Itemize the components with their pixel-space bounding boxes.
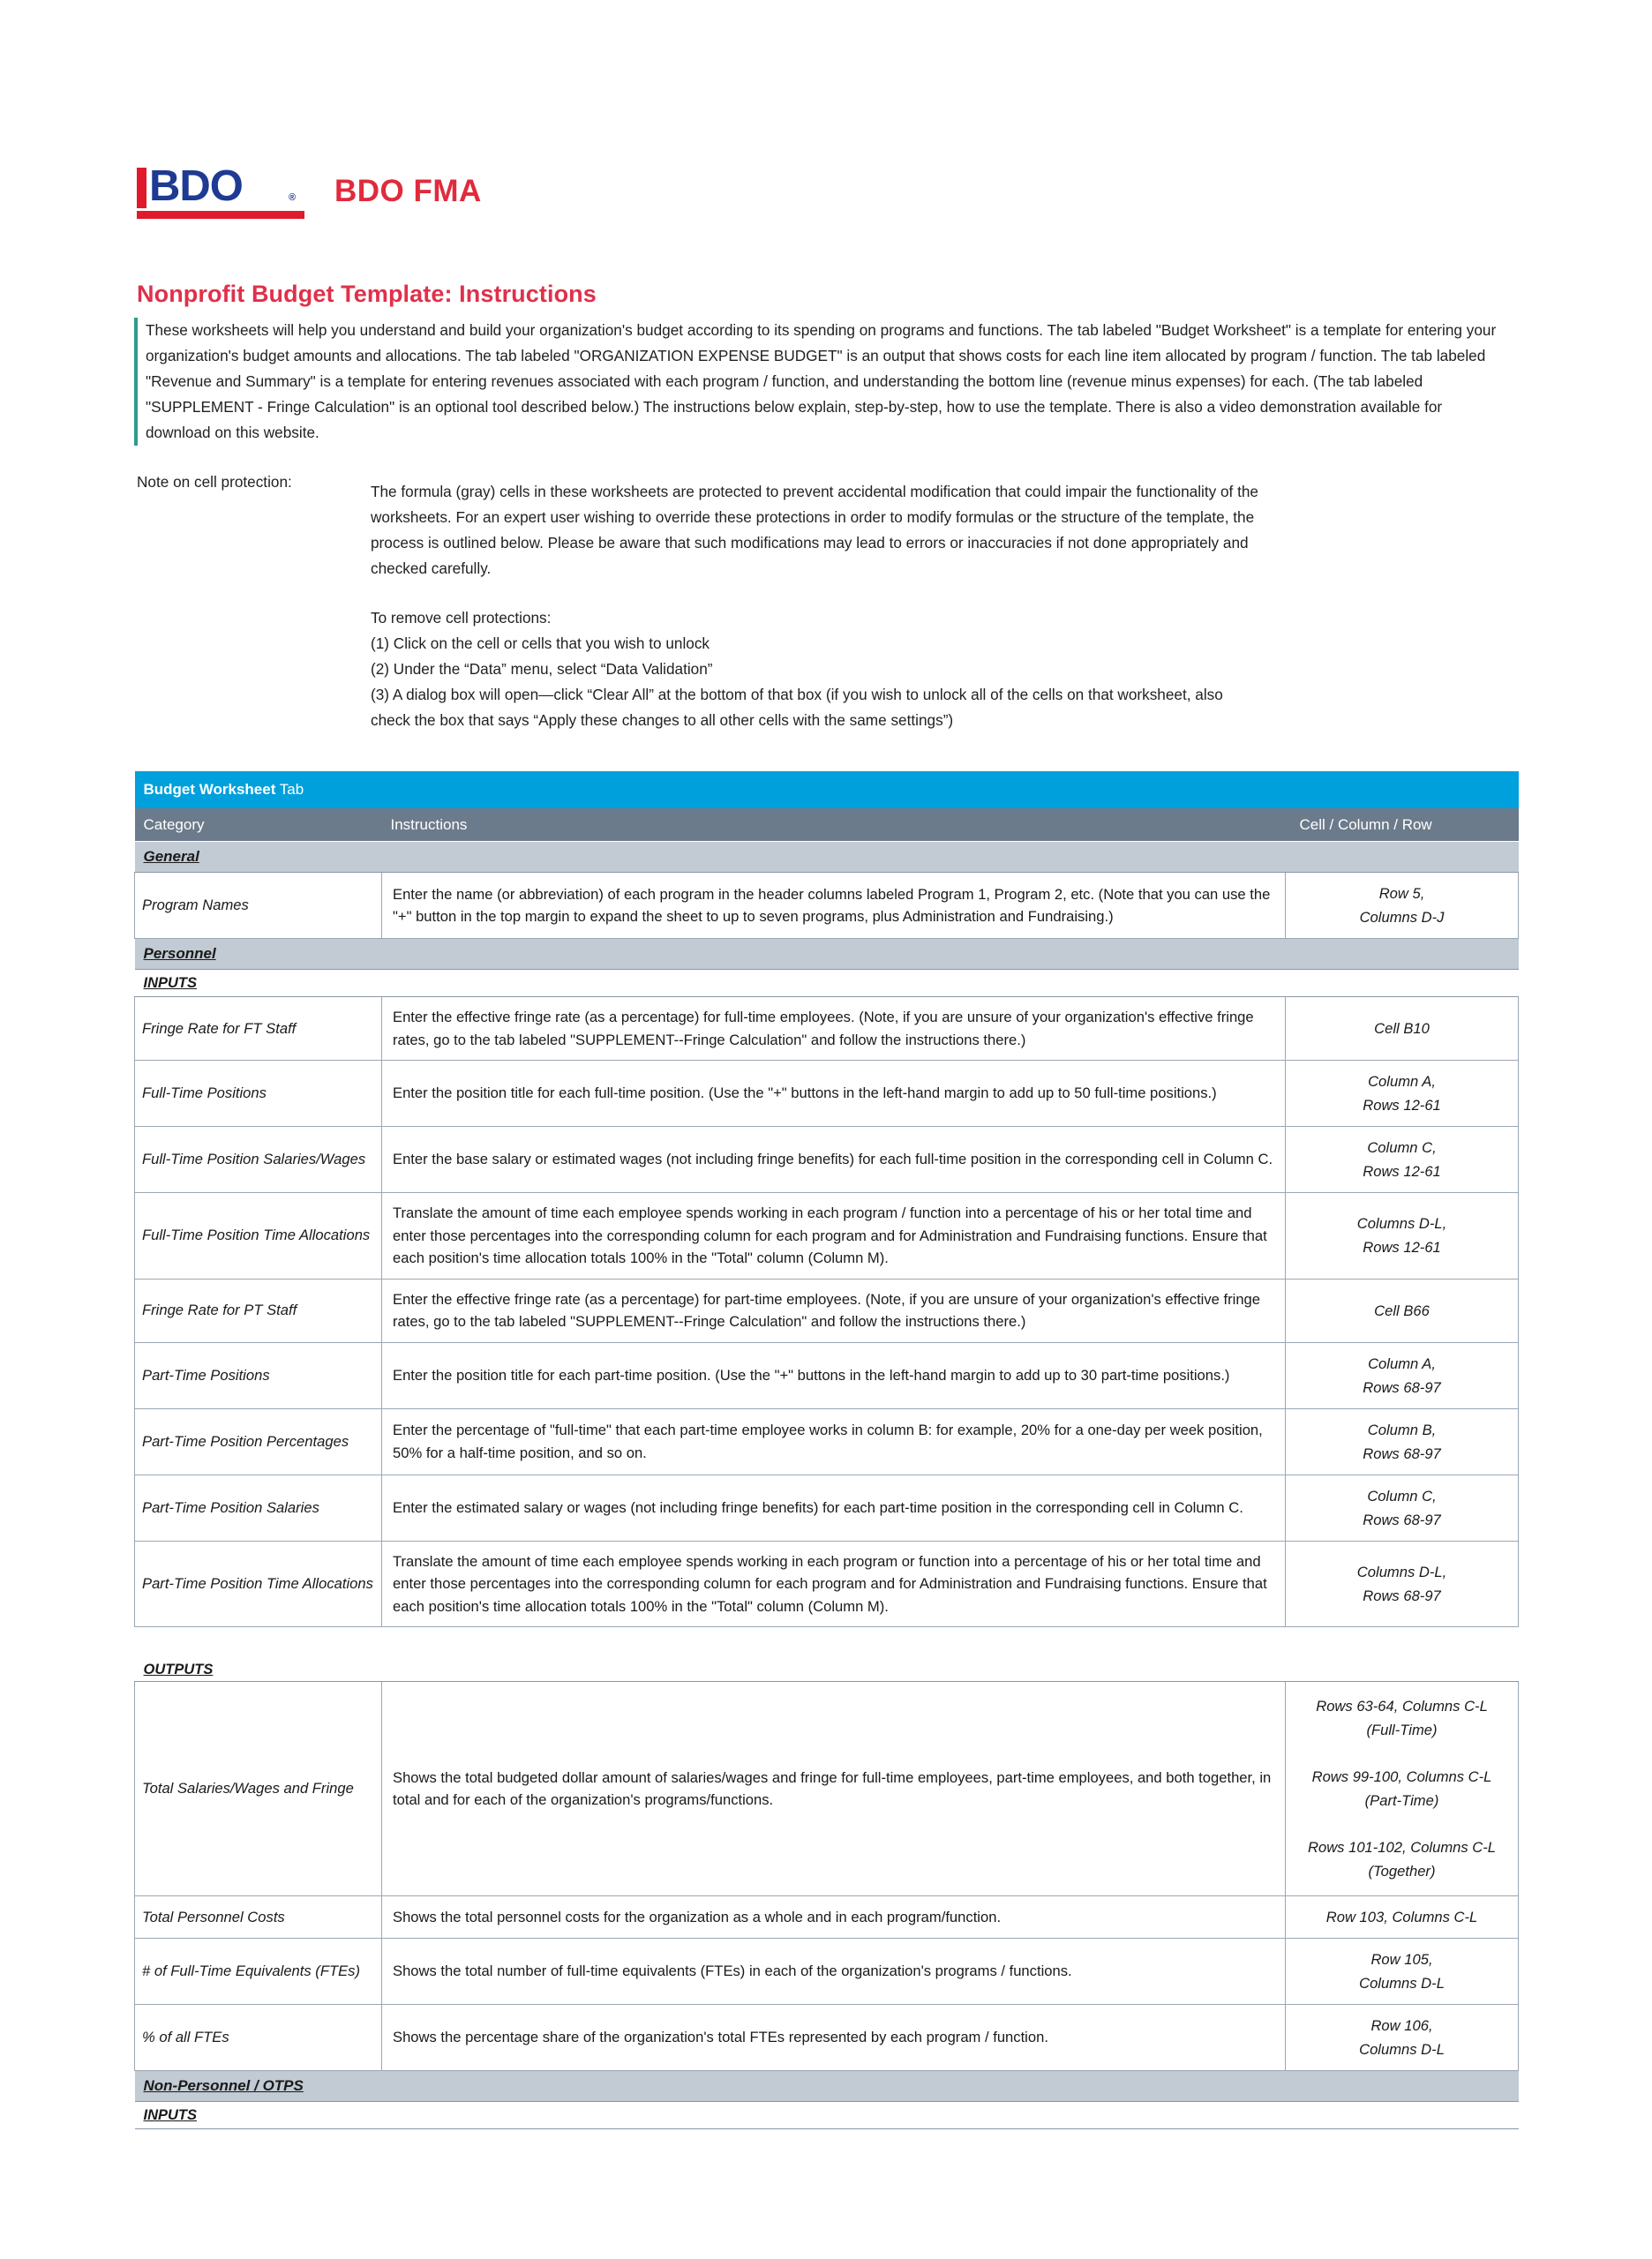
reference-line: Column A, <box>1368 1355 1436 1372</box>
section-personnel-label: Personnel <box>143 945 216 962</box>
row-reference <box>1286 1541 1519 1627</box>
reference-line: Row 105, <box>1370 1951 1433 1968</box>
reference-line: Column A, <box>1368 1073 1436 1090</box>
row-instructions: Shows the total personnel costs for the organization as a whole and in each program/function. <box>382 1896 1286 1939</box>
table-row <box>135 1193 1519 1280</box>
note-step-3: (3) A dialog box will open—click “Clear All” at the bottom of that box (if you wish to unlock all of the cells on that worksheet, also check the box that says “Apply these changes to all other cells with the same settings”) <box>371 686 1223 729</box>
reference-line: Columns D-L <box>1359 1975 1445 1992</box>
bdo-logo <box>137 162 304 221</box>
section-general-label: General <box>143 848 199 865</box>
row-reference <box>1286 997 1519 1061</box>
column-header-reference: Cell / Column / Row <box>1286 808 1519 842</box>
row-reference <box>1286 1682 1519 1896</box>
reference-line: Columns D-J <box>1359 909 1445 926</box>
row-instructions: Enter the estimated salary or wages (not including fringe benefits) for each part-time position in the corresponding cell in Column C. <box>382 1475 1286 1541</box>
note-steps-heading: To remove cell protections: <box>371 609 552 627</box>
row-category: Part-Time Position Salaries <box>135 1475 382 1541</box>
row-instructions: Enter the percentage of "full-time" that each part-time employee works in column B: for example, 20% for a one-day per week position, 50% for a half-time position, and so on. <box>382 1408 1286 1475</box>
row-instructions: Enter the position title for each full-time position. (Use the "+" buttons in the left-hand margin to add up to 50 full-time positions.) <box>382 1061 1286 1127</box>
table-row <box>135 1541 1519 1627</box>
row-reference <box>1286 1061 1519 1127</box>
subsection-outputs-label: OUTPUTS <box>143 1662 214 1677</box>
table-row <box>135 2005 1519 2071</box>
subsection-inputs-label: INPUTS <box>143 974 198 991</box>
section-general <box>135 842 1519 873</box>
table-row <box>135 1061 1519 1127</box>
logo-registered-mark: ® <box>289 192 297 203</box>
logo-red-vertical-bar <box>137 168 146 208</box>
row-category: Full-Time Position Time Allocations <box>135 1193 382 1280</box>
section-personnel <box>135 939 1519 970</box>
subsection-inputs-2 <box>135 2102 1519 2129</box>
row-reference <box>1286 1127 1519 1193</box>
row-instructions: Translate the amount of time each employee spends working in each program / function into a percentage of his or her total time and enter those percentages into the corresponding column for each program and for Administration and Fundraising functions. Ensure that each position's time allocation totals 100% in the "Total" column (Column M). <box>382 1193 1286 1280</box>
row-category: Part-Time Position Percentages <box>135 1408 382 1475</box>
table-row <box>135 1896 1519 1939</box>
row-instructions: Shows the total number of full-time equivalents (FTEs) in each of the organization's programs / functions. <box>382 1939 1286 2005</box>
reference-line: Rows 68-97 <box>1363 1445 1441 1462</box>
reference-line: Rows 101-102, Columns C-L <box>1307 1839 1497 1856</box>
reference-group <box>1296 1765 1507 1812</box>
subsection-outputs <box>135 1627 1519 1682</box>
row-reference <box>1286 1896 1519 1939</box>
reference-line: Row 106, <box>1370 2017 1433 2034</box>
row-category: Total Personnel Costs <box>135 1896 382 1939</box>
reference-line: (Together) <box>1368 1863 1436 1880</box>
row-category: # of Full-Time Equivalents (FTEs) <box>135 1939 382 2005</box>
row-reference <box>1286 1408 1519 1475</box>
row-instructions: Enter the name (or abbreviation) of each program in the header columns labeled Program 1, Program 2, etc. (Note that you can use the "+" button in the top margin to expand the sheet to up to seven programs, plus Administration and Fundraising.) <box>382 873 1286 939</box>
row-category: Part-Time Position Time Allocations <box>135 1541 382 1627</box>
row-reference <box>1286 1342 1519 1408</box>
table-row <box>135 873 1519 939</box>
note-paragraph: The formula (gray) cells in these worksheets are protected to prevent accidental modification that could impair the functionality of the worksheets. For an expert user wishing to override these protections in order to modify formulas or the structure of the template, the process is outlined below. Please be aware that such modifications may lead to errors or inaccuracies if not done appropriately and checked carefully. <box>371 483 1258 577</box>
logo-wordmark: BDO <box>149 162 243 210</box>
reference-line: Cell B10 <box>1374 1020 1430 1037</box>
row-category: Full-Time Position Salaries/Wages <box>135 1127 382 1193</box>
row-category: Full-Time Positions <box>135 1061 382 1127</box>
section-non-personnel-label: Non-Personnel / OTPS <box>143 2077 304 2094</box>
reference-line: Columns D-L, <box>1356 1215 1447 1233</box>
logo-red-horizontal-bar <box>137 211 304 219</box>
row-category: Fringe Rate for FT Staff <box>135 997 382 1061</box>
table-row <box>135 1475 1519 1541</box>
row-instructions: Enter the base salary or estimated wages (not including fringe benefits) for each full-time position in the corresponding cell in Column C. <box>382 1127 1286 1193</box>
table-row <box>135 1939 1519 2005</box>
intro-paragraph: These worksheets will help you understand and build your organization's budget according to its spending on programs and functions. The tab labeled "Budget Worksheet" is a template for entering your organization's budget amounts and allocations. The tab labeled "ORGANIZATION EXPENSE BUDGET" is an output that shows costs for each line item allocated by program / function. The tab labeled "Revenue and Summary" is a template for entering revenues associated with each program / function, and understanding the bottom line (revenue minus expenses) for each. (The tab labeled "SUPPLEMENT - Fringe Calculation" is an optional tool described below.) The instructions below explain, step-by-step, how to use the template. There is also a video demonstration available for download on this website. <box>146 321 1497 441</box>
reference-line: Cell B66 <box>1374 1302 1430 1319</box>
reference-line: Rows 68-97 <box>1363 1378 1441 1396</box>
column-header-instructions: Instructions <box>382 808 1286 842</box>
row-reference <box>1286 2005 1519 2071</box>
column-header-category: Category <box>135 808 382 842</box>
reference-line: Columns D-L, <box>1356 1563 1447 1580</box>
row-instructions: Enter the position title for each part-time position. (Use the "+" buttons in the left-hand margin to add up to 30 part-time positions.) <box>382 1342 1286 1408</box>
reference-group <box>1296 1694 1507 1742</box>
table-row <box>135 1279 1519 1342</box>
table-banner-row <box>135 771 1519 808</box>
subsection-inputs-2-label: INPUTS <box>143 2106 198 2123</box>
bdo-fma-label: BDO FMA <box>334 174 482 208</box>
note-label: Note on cell protection: <box>137 473 292 491</box>
row-reference <box>1286 1279 1519 1342</box>
reference-line: Rows 12-61 <box>1363 1163 1441 1180</box>
row-instructions: Enter the effective fringe rate (as a percentage) for full-time employees. (Note, if you are unsure of your organization's effective fringe rates, go to the tab labeled "SUPPLEMENT--Fringe Calculation" and follow the instructions there.) <box>382 997 1286 1061</box>
table-row <box>135 1127 1519 1193</box>
reference-line: Columns D-L <box>1359 2041 1445 2058</box>
reference-line: Rows 12-61 <box>1363 1239 1441 1257</box>
row-category: Part-Time Positions <box>135 1342 382 1408</box>
note-step-2: (2) Under the “Data” menu, select “Data Validation” <box>371 660 713 678</box>
table-row <box>135 1682 1519 1896</box>
row-category: Program Names <box>135 873 382 939</box>
row-category: Fringe Rate for PT Staff <box>135 1279 382 1342</box>
page-title: Nonprofit Budget Template: Instructions <box>137 281 597 307</box>
row-instructions: Shows the total budgeted dollar amount of salaries/wages and fringe for full-time employees, part-time employees, and both together, in total and for each of the organization's programs/functions. <box>382 1682 1286 1896</box>
row-category: % of all FTEs <box>135 2005 382 2071</box>
reference-line: Column C, <box>1367 1487 1437 1505</box>
reference-line: Column B, <box>1367 1421 1437 1438</box>
table-row <box>135 1342 1519 1408</box>
reference-line: Row 103, Columns C-L <box>1325 1909 1478 1925</box>
reference-line: Rows 12-61 <box>1363 1097 1441 1114</box>
row-reference <box>1286 1939 1519 2005</box>
reference-line: (Part-Time) <box>1364 1792 1439 1809</box>
row-category: Total Salaries/Wages and Fringe <box>135 1682 382 1896</box>
document-header <box>137 162 482 221</box>
table-row <box>135 1408 1519 1475</box>
row-instructions: Shows the percentage share of the organization's total FTEs represented by each program / function. <box>382 2005 1286 2071</box>
reference-line: Rows 63-64, Columns C-L <box>1316 1698 1488 1715</box>
row-reference <box>1286 873 1519 939</box>
row-instructions: Translate the amount of time each employee spends working in each program or function into a percentage of his or her total time and enter those percentages into the corresponding column for each program and for Administration and Fundraising functions. Ensure that each position's time allocation totals 100% in the "Total" column (Column M). <box>382 1541 1286 1627</box>
reference-line: Row 5, <box>1378 885 1425 902</box>
reference-line: Rows 99-100, Columns C-L <box>1311 1768 1492 1785</box>
reference-line: Rows 68-97 <box>1363 1511 1441 1528</box>
table-banner-cell <box>135 771 1519 808</box>
note-step-1: (1) Click on the cell or cells that you wish to unlock <box>371 634 710 652</box>
instructions-table <box>134 771 1519 2129</box>
reference-line: Column C, <box>1367 1139 1437 1156</box>
banner-title-light: Tab <box>275 781 304 798</box>
subsection-inputs <box>135 970 1519 997</box>
table-row <box>135 997 1519 1061</box>
row-reference <box>1286 1193 1519 1280</box>
reference-group <box>1296 1835 1507 1883</box>
intro-block <box>134 318 1505 446</box>
row-instructions: Enter the effective fringe rate (as a percentage) for part-time employees. (Note, if you are unsure of your organization's effective fringe rates, go to the tab labeled "SUPPLEMENT--Fringe Calculation" and follow the instructions there.) <box>382 1279 1286 1342</box>
section-non-personnel <box>135 2071 1519 2102</box>
reference-line: (Full-Time) <box>1366 1722 1438 1738</box>
banner-title-bold: Budget Worksheet <box>143 781 276 798</box>
row-reference <box>1286 1475 1519 1541</box>
table-column-header-row <box>135 808 1519 842</box>
note-body <box>371 479 1262 733</box>
reference-line: Rows 68-97 <box>1363 1587 1441 1604</box>
